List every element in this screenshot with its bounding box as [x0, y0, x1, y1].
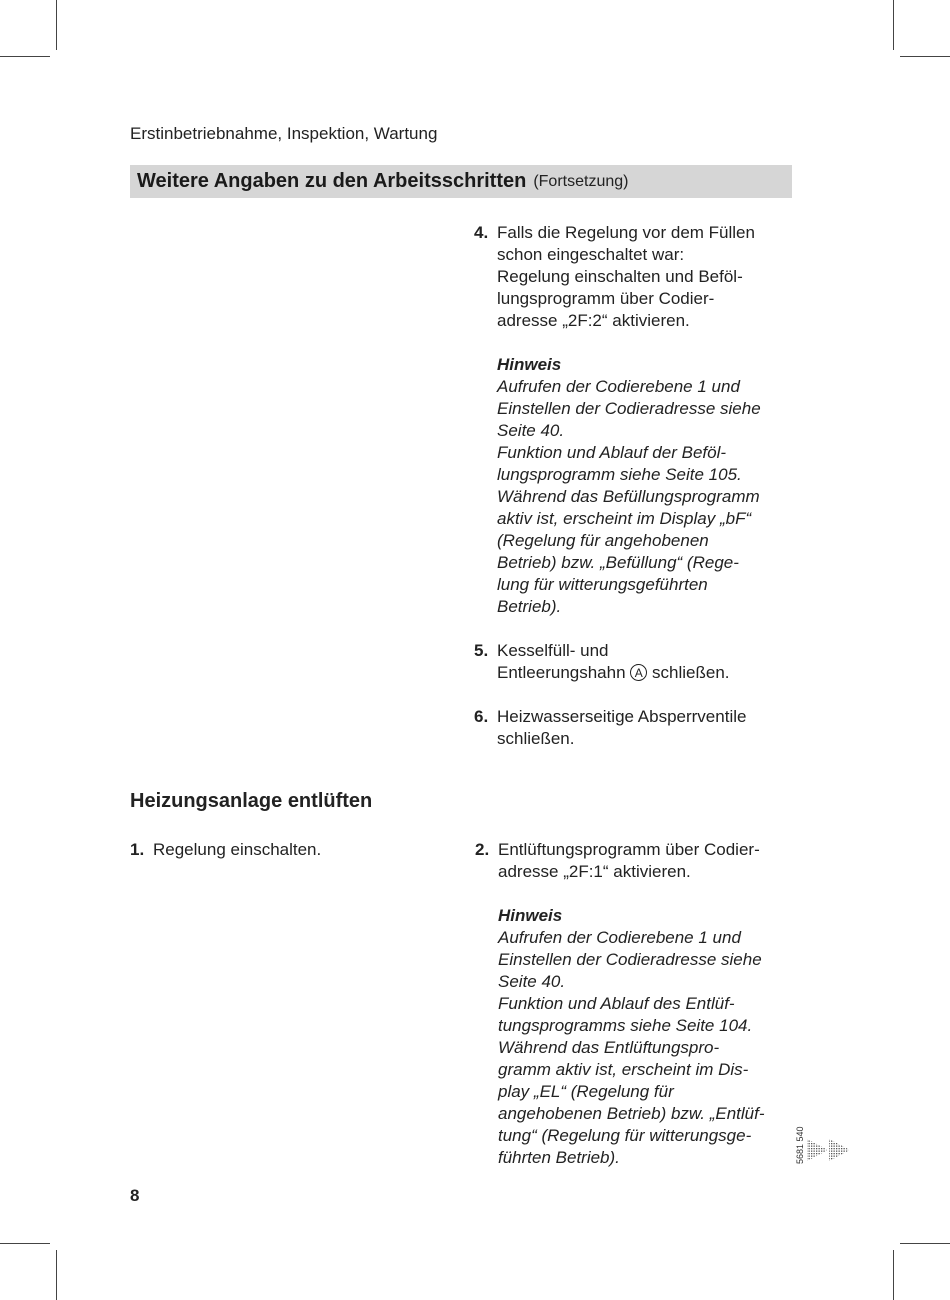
note-line: angehobenen Betrieb) bzw. „Entlüf- — [498, 1104, 765, 1123]
step-text-line: Kesselfüll- und — [497, 641, 609, 660]
step-text-line: Regelung einschalten und Beföl- — [497, 267, 743, 286]
step-text-line: Heizwasserseitige Absperrventile — [497, 707, 747, 726]
step-number: 6. — [474, 707, 489, 726]
note-line: tung“ (Regelung für witterungsge- — [498, 1126, 752, 1145]
step-text-line: Entlüftungsprogramm über Codier- — [498, 840, 760, 859]
note-line: führten Betrieb). — [498, 1148, 620, 1167]
step-text-line: adresse „2F:1“ aktivieren. — [498, 862, 691, 881]
step-4 — [474, 222, 797, 618]
section-title: Weitere Angaben zu den Arbeitsschritten — [137, 170, 527, 192]
step-text-line: schließen. — [497, 729, 575, 748]
page-number: 8 — [130, 1186, 140, 1205]
step-2 — [475, 839, 798, 1169]
note-line: gramm aktiv ist, erscheint im Dis- — [498, 1060, 749, 1079]
note-line: tungsprogramms siehe Seite 104. — [498, 1016, 753, 1035]
crop-mark — [0, 56, 50, 57]
step-1 — [130, 839, 453, 861]
step-text-line: adresse „2F:2“ aktivieren. — [497, 311, 690, 330]
running-head: Erstinbetriebnahme, Inspektion, Wartung — [130, 124, 438, 143]
note-line: Während das Befüllungsprogramm — [497, 487, 760, 506]
step-text-fragment: Entleerungshahn — [497, 663, 626, 682]
note-line: lungsprogramm siehe Seite 105. — [497, 465, 742, 484]
note-line: aktiv ist, erscheint im Display „bF“ — [497, 509, 752, 528]
note-line: Betrieb). — [497, 597, 562, 616]
step-6 — [474, 706, 797, 750]
document-code: 5681 540 — [795, 1126, 805, 1164]
crop-mark — [56, 0, 57, 50]
note-line: Seite 40. — [497, 421, 565, 440]
step-text-line: schon eingeschaltet war: — [497, 245, 685, 264]
step-5 — [474, 640, 797, 684]
step-text-line: Regelung einschalten. — [153, 840, 322, 859]
note-line: (Regelung für angehobenen — [497, 531, 709, 550]
step-text-line — [497, 662, 797, 684]
note-line: play „EL“ (Regelung für — [498, 1082, 674, 1101]
note-line: Seite 40. — [498, 972, 566, 991]
section-subtitle: (Fortsetzung) — [533, 172, 629, 190]
note-line: Funktion und Ablauf des Entlüf- — [498, 994, 735, 1013]
crop-mark — [893, 1250, 894, 1300]
note-line: Aufrufen der Codierebene 1 und — [498, 928, 741, 947]
step-number: 1. — [130, 840, 145, 859]
step-text-line: Falls die Regelung vor dem Füllen — [497, 223, 755, 242]
step-text-fragment: schließen. — [652, 663, 730, 682]
note-line: Einstellen der Codieradresse siehe — [497, 399, 761, 418]
crop-mark — [893, 0, 894, 50]
double-arrow-right-icon — [806, 1138, 852, 1162]
crop-mark — [900, 56, 950, 57]
subheading: Heizungsanlage entlüften — [130, 790, 373, 812]
crop-mark — [56, 1250, 57, 1300]
step-text-line: lungsprogramm über Codier- — [497, 289, 715, 308]
crop-mark — [900, 1243, 950, 1244]
step-number: 2. — [475, 840, 490, 859]
crop-mark — [0, 1243, 50, 1244]
note-title: Hinweis — [497, 355, 562, 374]
note-line: lung für witterungsgeführten — [497, 575, 708, 594]
circled-a-marker: A — [630, 664, 647, 681]
note-line: Funktion und Ablauf der Beföl- — [497, 443, 727, 462]
note-line: Aufrufen der Codierebene 1 und — [497, 377, 740, 396]
note-line: Einstellen der Codieradresse siehe — [498, 950, 762, 969]
step-number: 5. — [474, 641, 489, 660]
note-title: Hinweis — [498, 906, 563, 925]
section-title-bar — [130, 165, 792, 198]
note-line: Während das Entlüftungspro- — [498, 1038, 720, 1057]
note-line: Betrieb) bzw. „Befüllung“ (Rege- — [497, 553, 739, 572]
step-number: 4. — [474, 223, 489, 242]
